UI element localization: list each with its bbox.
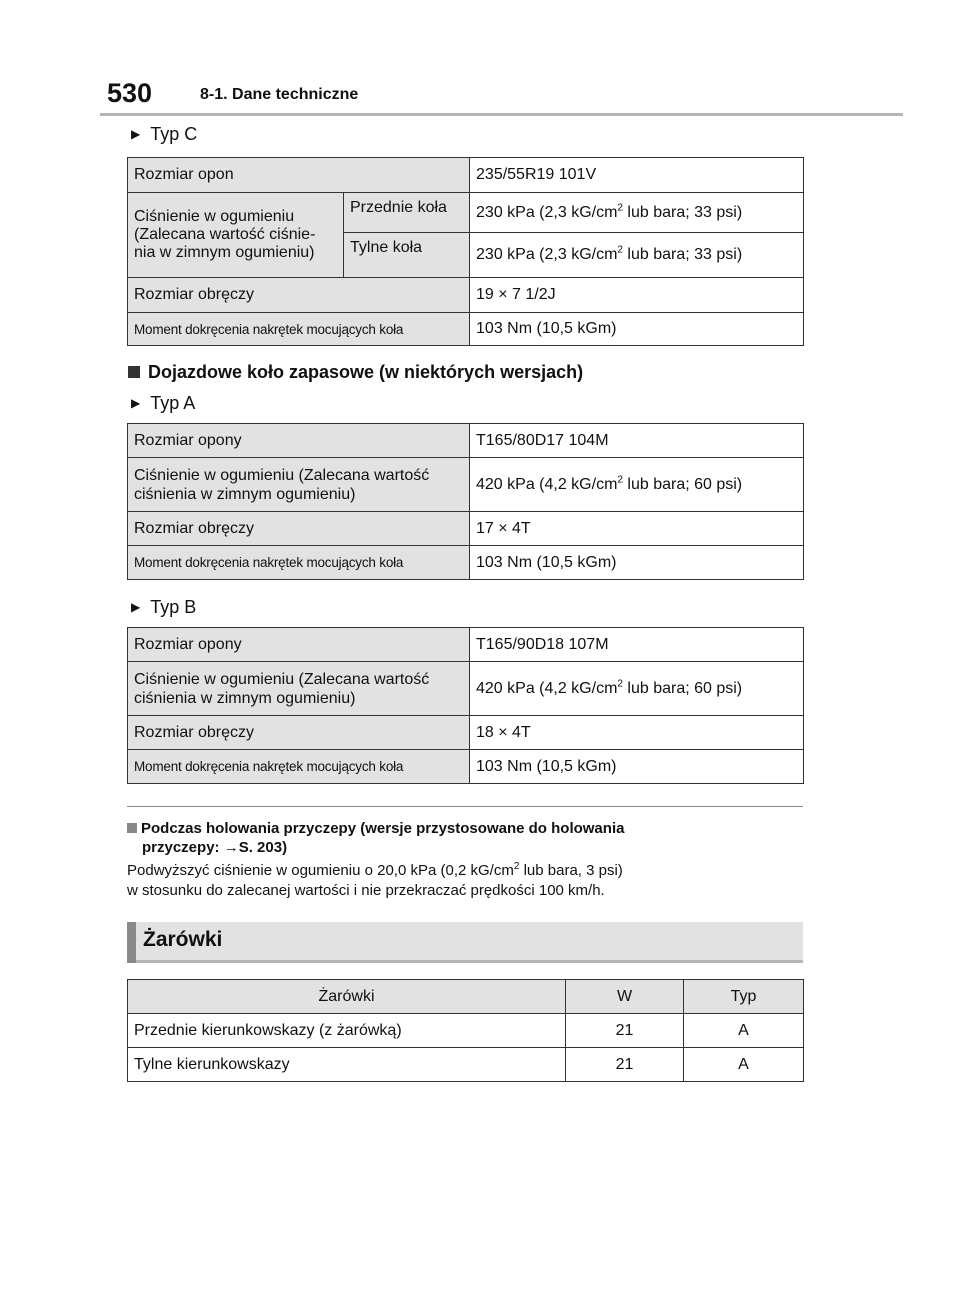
rim-size-value: 19 × 7 1/2J — [470, 278, 804, 313]
type-c-table — [127, 157, 804, 346]
tire-size-value: T165/90D18 107M — [470, 628, 804, 662]
table-row — [128, 278, 804, 313]
table-row — [128, 424, 804, 458]
table-row — [128, 193, 804, 233]
table-row — [128, 662, 804, 716]
column-header: W — [566, 980, 684, 1014]
type-b-table — [127, 627, 804, 784]
pressure-label: Ciśnienie w ogumieniu (Zalecana wartość ciśnienia w zimnym ogumieniu) — [128, 458, 470, 512]
type-a-heading: ▶ Typ A — [131, 393, 196, 413]
tire-size-value: 235/55R19 101V — [470, 158, 804, 193]
front-pressure-value: 230 kPa (2,3 $kG/cm^2$ lub bara; 33 psi) — [470, 193, 804, 233]
rim-size-label: Rozmiar obręczy — [128, 278, 470, 313]
square-bullet-icon — [128, 366, 140, 378]
table-row — [128, 1014, 804, 1048]
torque-value: 103 Nm (10,5 kGm) — [470, 546, 804, 580]
square-bullet-icon — [127, 823, 137, 833]
arrow-right-icon: ▶ — [131, 127, 141, 141]
table-row — [128, 1048, 804, 1082]
bulbs-table — [127, 979, 804, 1082]
tire-size-value: T165/80D17 104M — [470, 424, 804, 458]
bulb-name: Przednie kierunkowskazy (z żarówką) — [128, 1014, 566, 1048]
table-header-row — [128, 980, 804, 1014]
bulb-type: A — [684, 1048, 804, 1082]
type-c-heading: ▶ Typ C — [131, 124, 198, 144]
towing-note-title: Podczas holowania przyczepy (wersje przystosowane do holowania przyczepy: →S. 203) — [127, 819, 624, 857]
rim-size-value: 17 × 4T — [470, 512, 804, 546]
rear-pressure-value: 230 kPa (2,3 $kG/cm^2$ lub bara; 33 psi) — [470, 233, 804, 278]
type-a-table — [127, 423, 804, 580]
tire-size-label: Rozmiar opon — [128, 158, 470, 193]
table-row — [128, 458, 804, 512]
pressure-label: Ciśnienie w ogumieniu (Zalecana wartość ciśnie- nia w zimnym ogumieniu) — [128, 193, 344, 278]
table-row — [128, 628, 804, 662]
rim-size-label: Rozmiar obręczy — [128, 512, 470, 546]
bulb-name: Tylne kierunkowskazy — [128, 1048, 566, 1082]
page-number: 530 — [107, 78, 153, 108]
column-header: Typ — [684, 980, 804, 1014]
bulbs-section-title: Żarówki — [143, 928, 223, 951]
torque-label: Moment dokręcenia nakrętek mocujących koła — [128, 546, 470, 580]
header-rule — [100, 113, 903, 116]
table-row — [128, 512, 804, 546]
spare-wheel-section-title: Dojazdowe koło zapasowe (w niektórych wersjach) — [128, 362, 583, 383]
table-row — [128, 750, 804, 784]
pressure-label: Ciśnienie w ogumieniu (Zalecana wartość ciśnienia w zimnym ogumieniu) — [128, 662, 470, 716]
note-separator — [127, 806, 803, 807]
towing-note-body: Podwyższyć ciśnienie w ogumieniu o 20,0 kPa (0,2 $kG/cm^2$ lub bara, 3 psi) w stosunku do zalecanej wartości i nie przekraczać prędkości 100 km/h. — [127, 861, 623, 899]
torque-value: 103 Nm (10,5 kGm) — [470, 750, 804, 784]
front-wheels-label: Przednie koła — [344, 193, 470, 233]
torque-label: Moment dokręcenia nakrętek mocujących koła — [128, 750, 470, 784]
table-row — [128, 313, 804, 346]
bulb-type: A — [684, 1014, 804, 1048]
table-row — [128, 716, 804, 750]
pressure-value: 420 kPa (4,2 $kG/cm^2$ lub bara; 60 psi) — [470, 662, 804, 716]
bulbs-section-header — [127, 922, 803, 963]
arrow-right-icon: ▶ — [131, 600, 141, 614]
rim-size-label: Rozmiar obręczy — [128, 716, 470, 750]
torque-value: 103 Nm (10,5 kGm) — [470, 313, 804, 346]
bulb-watts: 21 — [566, 1048, 684, 1082]
rim-size-value: 18 × 4T — [470, 716, 804, 750]
chapter-title: 8-1. Dane techniczne — [200, 86, 359, 103]
table-row — [128, 546, 804, 580]
arrow-right-icon: ▶ — [131, 396, 141, 410]
table-row — [128, 158, 804, 193]
torque-label: Moment dokręcenia nakrętek mocujących koła — [128, 313, 470, 346]
rear-wheels-label: Tylne koła — [344, 233, 470, 278]
pressure-value: 420 kPa (4,2 $kG/cm^2$ lub bara; 60 psi) — [470, 458, 804, 512]
page-reference-arrow-icon: → — [223, 839, 239, 856]
column-header: Żarówki — [128, 980, 566, 1014]
section-bar — [127, 922, 136, 963]
type-b-heading: ▶ Typ B — [131, 597, 197, 617]
tire-size-label: Rozmiar opony — [128, 424, 470, 458]
tire-size-label: Rozmiar opony — [128, 628, 470, 662]
bulb-watts: 21 — [566, 1014, 684, 1048]
